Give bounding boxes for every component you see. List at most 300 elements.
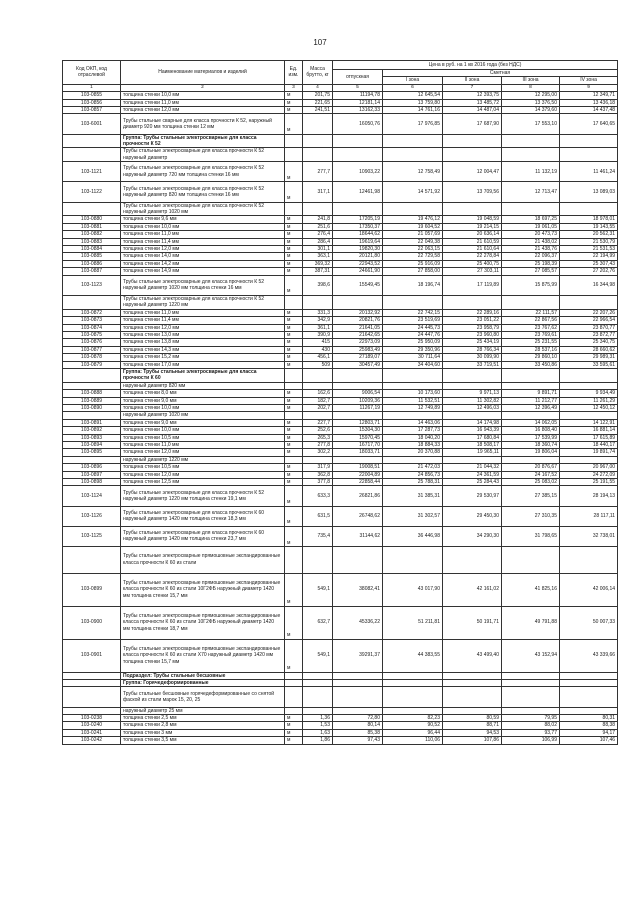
cell-name: толщина стенки 10,5 мм: [121, 434, 285, 441]
cell-zone-1: 21 057,69: [383, 231, 443, 238]
cell-zone-3: 20 473,73: [502, 231, 560, 238]
cell-mass: 251,6: [303, 223, 333, 230]
cell-zone-3: [502, 707, 560, 714]
cell-code: 103-0238: [63, 715, 121, 722]
cell-zone-4: 19 891,74: [560, 449, 618, 456]
cell-zone-1: 18 040,20: [383, 434, 443, 441]
cell-code: 103-0892: [63, 427, 121, 434]
cell-unit: м: [285, 99, 303, 106]
cell-unit: м: [285, 331, 303, 338]
cell-code: 103-0874: [63, 324, 121, 331]
cell-zone-2: 17 119,89: [443, 275, 502, 295]
cell-zone-1: [383, 547, 443, 574]
cell-zone-2: 23 960,80: [443, 331, 502, 338]
cell-release-price: 25983,49: [333, 346, 383, 353]
cell-mass: 241,51: [303, 107, 333, 114]
cell-zone-3: 49 791,88: [502, 606, 560, 639]
cell-code: 103-0894: [63, 442, 121, 449]
cell-zone-2: 29 530,97: [443, 486, 502, 506]
cell-zone-1: 19 476,12: [383, 216, 443, 223]
cell-release-price: [333, 456, 383, 463]
cell-zone-4: [560, 687, 618, 707]
table-row: [63, 182, 618, 202]
cell-release-price: 45336,22: [333, 606, 383, 639]
cell-zone-3: [502, 680, 560, 687]
table-row: [63, 486, 618, 506]
cell-zone-1: 12 758,49: [383, 162, 443, 182]
cell-name: толщина стенки 2,8 мм: [121, 722, 285, 729]
cell-zone-1: 12 645,54: [383, 92, 443, 99]
cell-zone-4: 13 089,03: [560, 182, 618, 202]
header-zone-2: II зона: [443, 77, 502, 84]
cell-code: 103-0885: [63, 253, 121, 260]
cell-unit: м: [285, 486, 303, 506]
cell-zone-1: 24 856,73: [383, 471, 443, 478]
col-index: 6: [383, 84, 443, 91]
cell-unit: м: [285, 390, 303, 397]
cell-zone-4: 13 436,18: [560, 99, 618, 106]
cell-mass: [303, 382, 333, 389]
cell-code: 103-0876: [63, 339, 121, 346]
cell-unit: м: [285, 238, 303, 245]
cell-zone-2: 11 302,82: [443, 397, 502, 404]
header-name: Наименование материалов и изделий: [121, 61, 285, 85]
cell-zone-2: 17 680,84: [443, 434, 502, 441]
cell-release-price: 38082,41: [333, 573, 383, 606]
cell-mass: [303, 148, 333, 162]
cell-unit: м: [285, 427, 303, 434]
table-row: [63, 331, 618, 338]
cell-name: толщина стенки 8,0 мм: [121, 390, 285, 397]
cell-unit: м: [285, 275, 303, 295]
cell-zone-3: 31 798,65: [502, 526, 560, 546]
cell-mass: 398,6: [303, 275, 333, 295]
cell-zone-4: 11 461,24: [560, 162, 618, 182]
table-row: [63, 268, 618, 275]
table-row: [63, 107, 618, 114]
cell-zone-2: 25 400,75: [443, 260, 502, 267]
cell-zone-2: 50 191,71: [443, 606, 502, 639]
table-row: [63, 148, 618, 162]
cell-zone-3: 41 825,16: [502, 573, 560, 606]
cell-unit: м: [285, 339, 303, 346]
cell-name: толщина стенки 12,0 мм: [121, 324, 285, 331]
cell-name: толщина стенки 13,8 мм: [121, 339, 285, 346]
table-row: [63, 427, 618, 434]
table-row: [63, 687, 618, 707]
cell-code: 103-0241: [63, 729, 121, 736]
cell-name: толщина стенки 3 мм: [121, 729, 285, 736]
cell-release-price: 15549,45: [333, 275, 383, 295]
cell-unit: м: [285, 231, 303, 238]
cell-name: Группа: Трубы стальные электросварные для класса прочности К 60: [121, 368, 285, 382]
cell-zone-3: 27 085,57: [502, 268, 560, 275]
cell-name: Трубы стальные электросварные для класса прочности К 52 наружный диаметр 1220 мм толщина стенки 19,1 мм: [121, 486, 285, 506]
cell-zone-4: 25 191,55: [560, 479, 618, 486]
cell-zone-4: 14 437,48: [560, 107, 618, 114]
page-number: 107: [313, 38, 327, 47]
cell-name: толщина стенки 3,5 мм: [121, 737, 285, 744]
cell-code: 103-0881: [63, 223, 121, 230]
cell-code: 103-0900: [63, 606, 121, 639]
cell-zone-2: 19 214,15: [443, 223, 502, 230]
cell-zone-3: [502, 412, 560, 419]
cell-unit: м: [285, 419, 303, 426]
cell-zone-3: 23 767,62: [502, 324, 560, 331]
cell-code: 103-0891: [63, 419, 121, 426]
cell-zone-1: [383, 368, 443, 382]
cell-zone-2: [443, 148, 502, 162]
cell-unit: м: [285, 715, 303, 722]
cell-mass: [303, 412, 333, 419]
cell-zone-1: [383, 148, 443, 162]
cell-name: толщина стенки 12,0 мм: [121, 471, 285, 478]
cell-release-price: [333, 202, 383, 216]
cell-zone-1: 18 196,74: [383, 275, 443, 295]
cell-zone-1: [383, 680, 443, 687]
cell-code: [63, 412, 121, 419]
cell-code: 103-0890: [63, 404, 121, 411]
cell-name: толщина стенки 12,0 мм: [121, 246, 285, 253]
table-row: [63, 729, 618, 736]
cell-zone-3: 106,99: [502, 737, 560, 744]
cell-mass: 362,8: [303, 471, 333, 478]
cell-mass: 369,32: [303, 260, 333, 267]
cell-code: 103-0889: [63, 397, 121, 404]
cell-zone-2: 33 719,51: [443, 361, 502, 368]
table-row: [63, 573, 618, 606]
cell-name: Трубы стальные электросварные для класса прочности К 52 наружный диаметр 1020 мм толщина стенки 16 мм: [121, 275, 285, 295]
cell-code: 103-0873: [63, 317, 121, 324]
cell-zone-3: 24 167,52: [502, 471, 560, 478]
cell-mass: 277,7: [303, 162, 333, 182]
cell-zone-2: 12 004,47: [443, 162, 502, 182]
cell-mass: [303, 114, 333, 134]
cell-release-price: 19820,30: [333, 246, 383, 253]
cell-code: 103-1121: [63, 162, 121, 182]
cell-zone-1: 10 173,60: [383, 390, 443, 397]
cell-unit: м: [285, 464, 303, 471]
cell-zone-3: 21 438,02: [502, 238, 560, 245]
col-index: 1: [63, 84, 121, 91]
table-row: [63, 639, 618, 672]
cell-zone-3: 28 537,16: [502, 346, 560, 353]
cell-release-price: 26748,62: [333, 506, 383, 526]
cell-code: 103-0882: [63, 231, 121, 238]
cell-unit: м: [285, 506, 303, 526]
cell-zone-2: 14 487,04: [443, 107, 502, 114]
cell-mass: 162,6: [303, 390, 333, 397]
table-row: [63, 456, 618, 463]
cell-zone-2: 23 958,79: [443, 324, 502, 331]
cell-unit: [285, 680, 303, 687]
cell-mass: 632,7: [303, 606, 333, 639]
cell-release-price: 16050,76: [333, 114, 383, 134]
cell-zone-4: 18 978,01: [560, 216, 618, 223]
cell-release-price: 19008,51: [333, 464, 383, 471]
cell-zone-3: [502, 547, 560, 574]
cell-zone-3: [502, 295, 560, 309]
cell-unit: м: [285, 434, 303, 441]
cell-name: толщина стенки 11,0 мм: [121, 309, 285, 316]
cell-unit: м: [285, 246, 303, 253]
cell-unit: м: [285, 114, 303, 134]
table-row: [63, 114, 618, 134]
cell-name: толщина стенки 12,0 мм: [121, 449, 285, 456]
cell-code: 103-0895: [63, 449, 121, 456]
cell-mass: 1,86: [303, 737, 333, 744]
cell-zone-2: 22 289,16: [443, 309, 502, 316]
cell-zone-4: 28 117,11: [560, 506, 618, 526]
cell-zone-2: 16 943,39: [443, 427, 502, 434]
cell-unit: м: [285, 317, 303, 324]
cell-unit: м: [285, 268, 303, 275]
cell-release-price: 21642,65: [333, 331, 383, 338]
table-row: [63, 92, 618, 99]
cell-release-price: [333, 707, 383, 714]
cell-zone-2: 19 048,59: [443, 216, 502, 223]
cell-zone-3: 21 438,76: [502, 246, 560, 253]
cell-name: толщина стенки 10,0 мм: [121, 223, 285, 230]
column-index-row: [63, 84, 618, 91]
cell-mass: [303, 134, 333, 148]
header-release: отпускная: [333, 70, 383, 85]
cell-name: Группа: Горячедеформированные: [121, 680, 285, 687]
cell-zone-1: 29 350,96: [383, 346, 443, 353]
cell-name: толщина стенки 12,0 мм: [121, 107, 285, 114]
cell-unit: м: [285, 260, 303, 267]
cell-name: наружный диаметр 1020 мм: [121, 412, 285, 419]
cell-zone-1: 22 063,15: [383, 246, 443, 253]
cell-zone-2: 20 636,14: [443, 231, 502, 238]
table-row: [63, 390, 618, 397]
cell-release-price: 20821,76: [333, 317, 383, 324]
cell-release-price: 80,14: [333, 722, 383, 729]
cell-zone-3: 88,02: [502, 722, 560, 729]
cell-zone-2: [443, 707, 502, 714]
cell-zone-1: 19 604,52: [383, 223, 443, 230]
cell-zone-3: 17 553,10: [502, 114, 560, 134]
cell-name: Подраздел: Трубы стальные бесшовные: [121, 672, 285, 679]
table-row: [63, 253, 618, 260]
table-row: [63, 547, 618, 574]
cell-zone-1: 31 302,57: [383, 506, 443, 526]
cell-zone-2: 19 965,11: [443, 449, 502, 456]
table-row: [63, 442, 618, 449]
cell-name: толщина стенки 14,0 мм: [121, 253, 285, 260]
cell-zone-1: 24 445,73: [383, 324, 443, 331]
cell-code: 103-0898: [63, 479, 121, 486]
cell-unit: м: [285, 397, 303, 404]
cell-mass: 361,1: [303, 324, 333, 331]
cell-zone-4: 43 339,66: [560, 639, 618, 672]
cell-unit: м: [285, 223, 303, 230]
cell-release-price: 39291,37: [333, 639, 383, 672]
cell-code: [63, 687, 121, 707]
cell-name: толщина стенки 9,6 мм: [121, 216, 285, 223]
cell-code: 103-0242: [63, 737, 121, 744]
cell-zone-4: 23 872,77: [560, 331, 618, 338]
cell-zone-4: 20 562,31: [560, 231, 618, 238]
header-weight: Масса брутто, кг: [303, 61, 333, 85]
cell-zone-4: 17 615,89: [560, 434, 618, 441]
cell-zone-1: 12 749,89: [383, 404, 443, 411]
cell-code: [63, 456, 121, 463]
cell-zone-1: 24 447,76: [383, 331, 443, 338]
cell-unit: м: [285, 479, 303, 486]
cell-code: 103-0901: [63, 639, 121, 672]
cell-zone-2: 9 971,13: [443, 390, 502, 397]
cell-name: толщина стенки 11,0 мм: [121, 99, 285, 106]
cell-release-price: 18644,62: [333, 231, 383, 238]
cell-zone-1: 25 788,31: [383, 479, 443, 486]
cell-zone-4: 42 006,14: [560, 573, 618, 606]
cell-zone-4: [560, 412, 618, 419]
header-estimate: Сметная: [383, 70, 618, 77]
cell-zone-4: 20 967,00: [560, 464, 618, 471]
cell-mass: 415: [303, 339, 333, 346]
cell-name: Трубы стальные электросварные для класса прочности К 52 наружный диаметр 1020 мм: [121, 202, 285, 216]
cell-unit: м: [285, 324, 303, 331]
table-row: [63, 354, 618, 361]
cell-zone-1: 22 729,58: [383, 253, 443, 260]
cell-zone-1: [383, 412, 443, 419]
cell-zone-4: [560, 707, 618, 714]
cell-name: наружный диаметр 1220 мм: [121, 456, 285, 463]
cell-code: 103-6001: [63, 114, 121, 134]
cell-unit: м: [285, 361, 303, 368]
cell-zone-4: 16 344,98: [560, 275, 618, 295]
table-row: [63, 260, 618, 267]
cell-zone-4: 27 202,76: [560, 268, 618, 275]
price-table: [62, 60, 618, 745]
cell-zone-3: 14 062,05: [502, 419, 560, 426]
cell-zone-4: [560, 672, 618, 679]
cell-zone-2: 88,71: [443, 722, 502, 729]
cell-unit: [285, 382, 303, 389]
cell-zone-1: 27 858,00: [383, 268, 443, 275]
cell-release-price: 22943,52: [333, 260, 383, 267]
cell-zone-4: [560, 547, 618, 574]
cell-zone-3: 18 697,25: [502, 216, 560, 223]
header-price-title: Цена в руб. на 1 кв 2016 года (без НДС): [333, 61, 618, 70]
cell-mass: [303, 202, 333, 216]
cell-zone-4: 28 194,13: [560, 486, 618, 506]
cell-mass: [303, 687, 333, 707]
cell-mass: 227,7: [303, 419, 333, 426]
cell-zone-2: 80,59: [443, 715, 502, 722]
table-row: [63, 434, 618, 441]
cell-mass: 363,1: [303, 253, 333, 260]
cell-mass: 286,4: [303, 238, 333, 245]
cell-code: 103-1124: [63, 486, 121, 506]
cell-name: толщина стенки 14,3 мм: [121, 346, 285, 353]
cell-mass: 265,3: [303, 434, 333, 441]
cell-name: толщина стенки 11,0 мм: [121, 231, 285, 238]
table-row: [63, 368, 618, 382]
cell-release-price: 15304,30: [333, 427, 383, 434]
cell-unit: м: [285, 216, 303, 223]
cell-zone-1: 43 017,90: [383, 573, 443, 606]
cell-zone-2: [443, 295, 502, 309]
cell-zone-1: 20 370,88: [383, 449, 443, 456]
cell-code: [63, 547, 121, 574]
cell-zone-2: 13 709,56: [443, 182, 502, 202]
cell-zone-4: 80,31: [560, 715, 618, 722]
cell-zone-1: 34 404,60: [383, 361, 443, 368]
table-row: [63, 324, 618, 331]
cell-mass: 1,36: [303, 715, 333, 722]
col-index: 7: [443, 84, 502, 91]
header-zone-4: IV зона: [560, 77, 618, 84]
cell-release-price: 17350,37: [333, 223, 383, 230]
header-zone-1: I зона: [383, 77, 443, 84]
cell-zone-4: 19 143,55: [560, 223, 618, 230]
cell-release-price: 22973,09: [333, 339, 383, 346]
cell-unit: м: [285, 737, 303, 744]
cell-zone-1: 90,52: [383, 722, 443, 729]
col-index: 4: [303, 84, 333, 91]
cell-unit: м: [285, 526, 303, 546]
cell-zone-2: 13 485,72: [443, 99, 502, 106]
cell-zone-3: 19 061,05: [502, 223, 560, 230]
cell-name: Трубы стальные электросварные для класса прочности К 60 наружный диаметр 1420 мм толщина стенки 18,3 мм: [121, 506, 285, 526]
cell-zone-3: 20 876,67: [502, 464, 560, 471]
cell-zone-2: [443, 202, 502, 216]
table-row: [63, 672, 618, 679]
cell-unit: м: [285, 639, 303, 672]
cell-release-price: 27189,07: [333, 354, 383, 361]
cell-mass: 377,8: [303, 479, 333, 486]
cell-zone-2: [443, 672, 502, 679]
cell-name: толщина стенки 11,4 мм: [121, 317, 285, 324]
cell-code: 103-0883: [63, 238, 121, 245]
cell-zone-2: [443, 680, 502, 687]
cell-zone-1: 30 711,64: [383, 354, 443, 361]
cell-zone-1: [383, 202, 443, 216]
cell-code: 103-0897: [63, 471, 121, 478]
table-row: [63, 506, 618, 526]
cell-code: 103-1123: [63, 275, 121, 295]
cell-unit: [285, 134, 303, 148]
cell-mass: 252,6: [303, 427, 333, 434]
cell-release-price: 26821,86: [333, 486, 383, 506]
cell-zone-1: 82,23: [383, 715, 443, 722]
cell-zone-1: 96,44: [383, 729, 443, 736]
cell-zone-3: [502, 382, 560, 389]
cell-zone-2: 30 099,90: [443, 354, 502, 361]
cell-zone-3: [502, 368, 560, 382]
cell-name: толщина стенки 11,0 мм: [121, 442, 285, 449]
cell-zone-4: 22 207,26: [560, 309, 618, 316]
cell-zone-2: 43 499,40: [443, 639, 502, 672]
cell-zone-2: [443, 412, 502, 419]
cell-name: Трубы стальные электросварные для класса прочности К 52 наружный диаметр 720 мм толщина стенки 16 мм: [121, 162, 285, 182]
cell-zone-2: 14 174,98: [443, 419, 502, 426]
table-row: [63, 162, 618, 182]
cell-code: 103-0877: [63, 346, 121, 353]
cell-code: 103-0896: [63, 464, 121, 471]
cell-zone-2: 94,53: [443, 729, 502, 736]
cell-name: толщина стенки 9,0 мм: [121, 397, 285, 404]
cell-zone-2: [443, 368, 502, 382]
table-row: [63, 479, 618, 486]
cell-mass: [303, 456, 333, 463]
cell-unit: м: [285, 182, 303, 202]
table-row: [63, 707, 618, 714]
cell-code: 103-1122: [63, 182, 121, 202]
cell-unit: [285, 707, 303, 714]
